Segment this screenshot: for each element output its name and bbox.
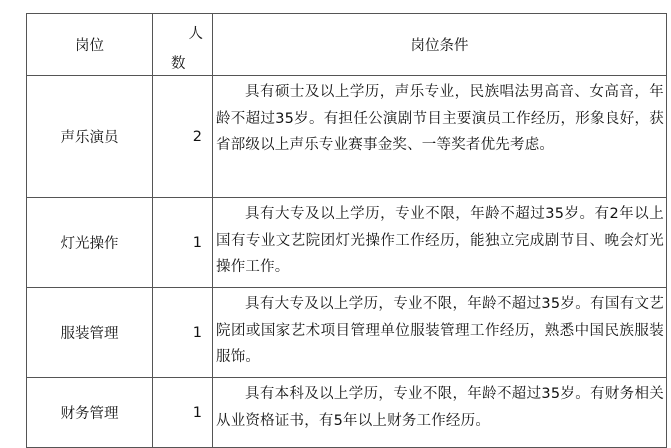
row-count: 1 [153,198,213,288]
row-count: 1 [153,288,213,378]
header-count-top: 人 [188,26,203,42]
row-position: 财务管理 [27,378,153,448]
row-requirements: 具有大专及以上学历，专业不限，年龄不超过35岁。有国有文艺院团或国家艺术项目管理单位服装管理工作经历，熟悉中国民族服装服饰。 [213,288,667,378]
row-count: 1 [153,378,213,448]
job-requirements-table [26,13,667,448]
row-requirements: 具有硕士及以上学历，声乐专业，民族唱法男高音、女高音，年龄不超过35岁。有担任公演剧节目主要演员工作经历，形象良好，获省部级以上声乐专业赛事金奖、一等奖者优先考虑。 [213,76,667,198]
table-row [27,76,667,198]
table-header-row [27,14,667,76]
row-position: 服装管理 [27,288,153,378]
table-row [27,198,667,288]
row-count: 2 [153,76,213,198]
table-row [27,288,667,378]
row-position: 声乐演员 [27,76,153,198]
header-count [153,14,213,76]
table-row [27,378,667,448]
header-requirements: 岗位条件 [213,14,667,76]
row-requirements: 具有本科及以上学历，专业不限，年龄不超过35岁。有财务相关从业资格证书，有5年以上财务工作经历。 [213,378,667,448]
row-requirements: 具有大专及以上学历，专业不限，年龄不超过35岁。有2年以上国有专业文艺院团灯光操作工作经历，能独立完成剧节目、晚会灯光操作工作。 [213,198,667,288]
row-position: 灯光操作 [27,198,153,288]
header-position: 岗位 [27,14,153,76]
header-count-bottom: 数 [171,56,186,72]
